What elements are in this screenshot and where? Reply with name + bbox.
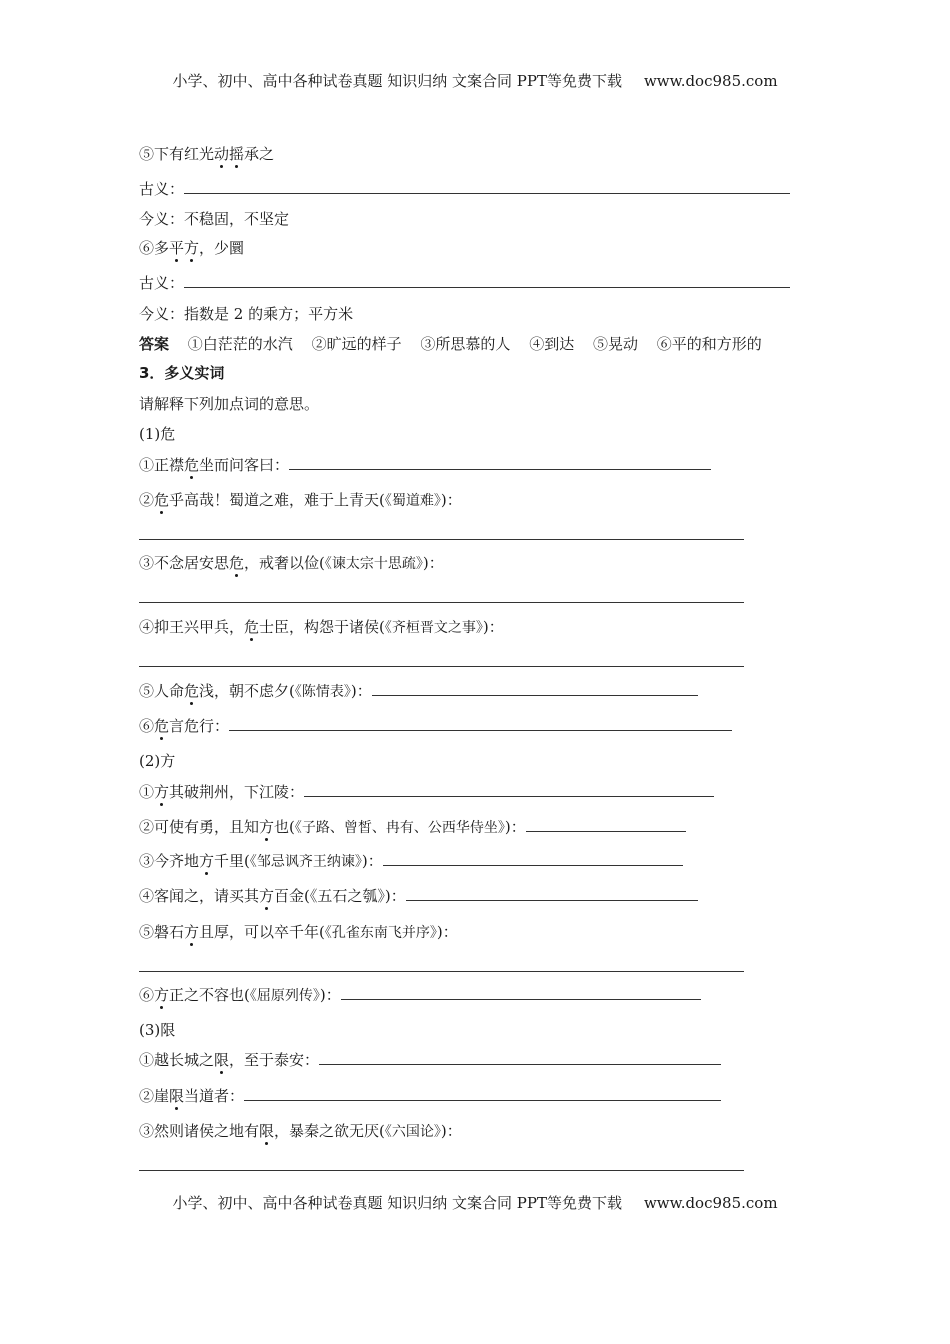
answer-blank[interactable] bbox=[184, 273, 790, 288]
answer-blank[interactable] bbox=[229, 716, 732, 731]
q-pre: ③然则诸侯之地有 bbox=[139, 1122, 260, 1140]
source-title: 《谏太宗十思疏》 bbox=[324, 556, 423, 572]
item-5-pre: ⑤下有红光 bbox=[139, 145, 215, 163]
fang-q5 bbox=[139, 922, 458, 943]
answer-blank[interactable] bbox=[139, 971, 744, 972]
dotted-char: 方 bbox=[154, 986, 170, 1004]
answer-blank[interactable] bbox=[139, 666, 744, 667]
answer-line bbox=[139, 334, 776, 354]
answer-label: 答案 bbox=[139, 335, 170, 353]
source-title: 《孔雀东南飞并序》 bbox=[324, 925, 437, 941]
heading-fang: (2)方 bbox=[139, 752, 176, 770]
q-pre: ⑥ bbox=[139, 717, 155, 735]
q-pre: ②可使有勇，且知 bbox=[139, 818, 260, 836]
q-post: 正之不容也( bbox=[169, 986, 250, 1004]
q-post: 士臣，构怨于诸侯( bbox=[259, 618, 385, 636]
q-post: ，戒奢以俭( bbox=[244, 554, 325, 572]
dotted-char: 危 bbox=[184, 682, 200, 700]
item-6-post: ，少圜 bbox=[199, 239, 245, 257]
xian-q1 bbox=[139, 1050, 721, 1070]
item-5-post: 承之 bbox=[244, 145, 275, 163]
heading-wei: (1)危 bbox=[139, 425, 176, 443]
heading-xian: (3)限 bbox=[139, 1021, 176, 1039]
source-title: 《子路、曾皙、冉有、公西华侍坐》 bbox=[294, 820, 505, 836]
answer-blank[interactable] bbox=[139, 602, 744, 603]
fang-q6 bbox=[139, 985, 701, 1006]
header-site: www.doc985.com bbox=[643, 72, 778, 90]
q-end: )： bbox=[504, 818, 526, 836]
q-pre: ⑤磐石 bbox=[139, 923, 185, 941]
q-pre: ②崖 bbox=[139, 1087, 170, 1105]
answer-item: ⑤晃动 bbox=[592, 335, 638, 353]
source-title: 《邹忌讽齐王纳谏》 bbox=[249, 854, 362, 870]
q-end: )： bbox=[319, 986, 341, 1004]
q-post: 千里( bbox=[214, 852, 250, 870]
dotted-char: 危 bbox=[229, 554, 245, 572]
xian-q3 bbox=[139, 1121, 462, 1142]
fang-q1 bbox=[139, 782, 714, 802]
answer-item: ①白茫茫的水汽 bbox=[187, 335, 293, 353]
page-footer bbox=[0, 1192, 950, 1213]
section-title: 3．多义实词 bbox=[139, 364, 225, 382]
q-pre: ①越长城之 bbox=[139, 1051, 215, 1069]
q-pre: ④抑王兴甲兵， bbox=[139, 618, 245, 636]
source-title: 《蜀道难》 bbox=[384, 493, 441, 509]
source-title: 《屈原列传》 bbox=[249, 988, 320, 1004]
q-pre: ③今齐地 bbox=[139, 852, 200, 870]
gu-yi-6 bbox=[139, 273, 790, 293]
source-title: 《六国论》 bbox=[384, 1124, 441, 1140]
dotted-char: 摇 bbox=[229, 145, 245, 163]
q-end: )： bbox=[422, 554, 444, 572]
answer-item: ④到达 bbox=[529, 335, 575, 353]
wei-q3 bbox=[139, 553, 444, 574]
section-instruction: 请解释下列加点词的意思。 bbox=[139, 395, 320, 413]
xian-q2 bbox=[139, 1086, 721, 1106]
q-post: 其破荆州，下江陵： bbox=[169, 783, 305, 801]
footer-text: 小学、初中、高中各种试卷真题 知识归纳 文案合同 PPT等免费下载 bbox=[172, 1194, 622, 1212]
q-post: 言危行： bbox=[169, 717, 230, 735]
q-pre: ① bbox=[139, 783, 155, 801]
answer-blank[interactable] bbox=[383, 851, 683, 866]
q-end: )： bbox=[482, 618, 504, 636]
answer-blank[interactable] bbox=[184, 179, 790, 194]
source-title: 《陈情表》 bbox=[294, 684, 351, 700]
dotted-char: 危 bbox=[154, 717, 170, 735]
q-post: 且厚，可以卒千年( bbox=[199, 923, 325, 941]
source-title: 《齐桓晋文之事》 bbox=[384, 620, 483, 636]
answer-blank[interactable] bbox=[526, 817, 686, 832]
answer-blank[interactable] bbox=[289, 455, 711, 470]
dotted-char: 方 bbox=[259, 818, 275, 836]
q-end: )： bbox=[440, 1122, 462, 1140]
q-end: )： bbox=[361, 852, 383, 870]
q-post: 百金(《五石之瓠》)： bbox=[274, 887, 406, 905]
q-post: 坐而问客曰： bbox=[199, 456, 290, 474]
dotted-char: 动 bbox=[214, 145, 230, 163]
fang-q3 bbox=[139, 851, 683, 872]
dotted-char: 平 bbox=[169, 239, 185, 257]
answer-blank[interactable] bbox=[139, 1170, 744, 1171]
answer-item: ③所思慕的人 bbox=[420, 335, 511, 353]
wei-q6 bbox=[139, 716, 732, 736]
dotted-char: 危 bbox=[244, 618, 260, 636]
wei-q2 bbox=[139, 490, 462, 511]
answer-item: ⑥平的和方形的 bbox=[656, 335, 762, 353]
answer-blank[interactable] bbox=[372, 681, 698, 696]
answer-blank[interactable] bbox=[139, 539, 744, 540]
header-text: 小学、初中、高中各种试卷真题 知识归纳 文案合同 PPT等免费下载 bbox=[172, 72, 622, 90]
wei-q1 bbox=[139, 455, 711, 475]
q-pre: ③不念居安思 bbox=[139, 554, 230, 572]
dotted-char: 危 bbox=[184, 456, 200, 474]
answer-blank[interactable] bbox=[341, 985, 701, 1000]
dotted-char: 方 bbox=[184, 239, 200, 257]
q-post: 当道者： bbox=[184, 1087, 245, 1105]
dotted-char: 限 bbox=[259, 1122, 275, 1140]
item-6 bbox=[139, 238, 244, 258]
wei-q5 bbox=[139, 681, 698, 702]
item-6-pre: ⑥多 bbox=[139, 239, 170, 257]
footer-site: www.doc985.com bbox=[643, 1194, 778, 1212]
item-5 bbox=[139, 144, 274, 164]
fang-q4 bbox=[139, 886, 698, 906]
q-pre: ⑥ bbox=[139, 986, 155, 1004]
page-header bbox=[0, 70, 950, 91]
answer-blank[interactable] bbox=[319, 1050, 721, 1065]
q-post: 浅，朝不虑夕( bbox=[199, 682, 295, 700]
answer-blank[interactable] bbox=[406, 886, 698, 901]
q-pre: ④客闻之，请买其 bbox=[139, 887, 260, 905]
dotted-char: 限 bbox=[214, 1051, 230, 1069]
dotted-char: 危 bbox=[154, 491, 170, 509]
q-post: 也( bbox=[274, 818, 295, 836]
q-pre: ⑤人命 bbox=[139, 682, 185, 700]
answer-blank[interactable] bbox=[244, 1086, 721, 1101]
q-end: )： bbox=[436, 923, 458, 941]
jin-yi-5: 今义：不稳固，不坚定 bbox=[139, 210, 290, 228]
dotted-char: 限 bbox=[169, 1087, 185, 1105]
gu-label: 古义： bbox=[139, 180, 185, 198]
q-end: )： bbox=[440, 491, 462, 509]
dotted-char: 方 bbox=[259, 887, 275, 905]
answer-item: ②旷远的样子 bbox=[311, 335, 402, 353]
answer-blank[interactable] bbox=[304, 782, 714, 797]
gu-label: 古义： bbox=[139, 274, 185, 292]
q-end: )： bbox=[350, 682, 372, 700]
dotted-char: 方 bbox=[184, 923, 200, 941]
dotted-char: 方 bbox=[154, 783, 170, 801]
q-pre: ② bbox=[139, 491, 155, 509]
jin-yi-6: 今义：指数是 2 的乘方；平方米 bbox=[139, 305, 354, 323]
q-post: 乎高哉！蜀道之难，难于上青天( bbox=[169, 491, 385, 509]
gu-yi-5 bbox=[139, 179, 790, 199]
wei-q4 bbox=[139, 617, 504, 638]
q-post: ，至于泰安： bbox=[229, 1051, 320, 1069]
fang-q2 bbox=[139, 817, 686, 838]
q-pre: ①正襟 bbox=[139, 456, 185, 474]
q-post: ，暴秦之欲无厌( bbox=[274, 1122, 385, 1140]
dotted-char: 方 bbox=[199, 852, 215, 870]
